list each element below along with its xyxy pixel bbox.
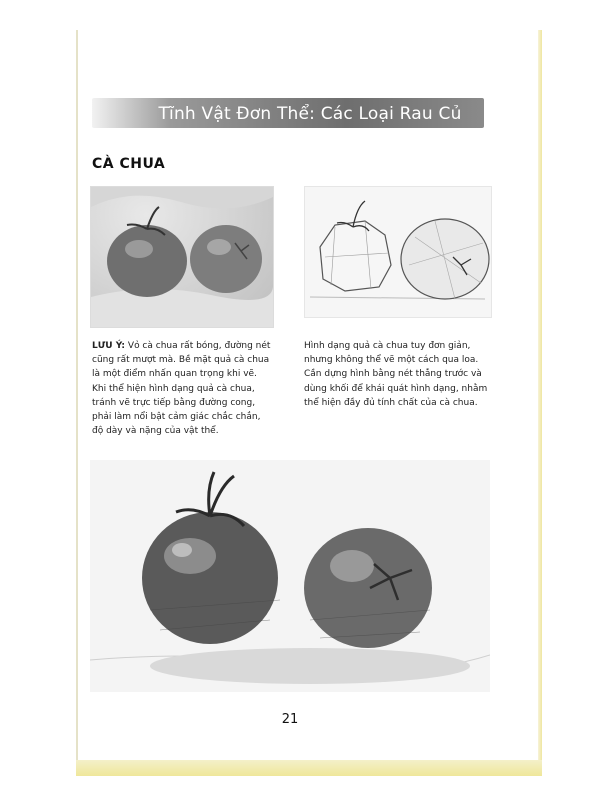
page-number: 21 <box>281 712 299 727</box>
tomato-photo <box>90 186 274 328</box>
note-left-text: Vỏ cà chua rất bóng, đường nét cũng rất mượt mà. Bề mặt quả cà chua là một điểm nhấn quan trọng khi vẽ. Khi thể hiện hình dạng quả cà chua, tránh vẽ trực tiếp bằng đường cong, phải làm nổi bật cảm giác chắc chắn, độ dày và nặng của vật thể. <box>92 341 271 437</box>
tomato-drawing-illustration <box>90 460 490 692</box>
tomato-photo-illustration <box>91 187 273 327</box>
note-right: Hình dạng quả cà chua tuy đơn giản, nhưng không thể vẽ một cách qua loa. Cần dựng hình bằng nét thẳng trước và dùng khối để khái quát hình dạng, nhằm thể hiện đầy đủ tính chất của cà chua. <box>304 341 488 408</box>
page-spine <box>76 30 78 762</box>
tomato-sketch <box>304 186 492 318</box>
note-left-label: LƯU Ý: <box>92 341 126 351</box>
section-title: CÀ CHUA <box>92 156 166 172</box>
tomato-drawing-large <box>90 460 490 692</box>
page-edge-right <box>538 30 542 770</box>
banner-title: Tĩnh Vật Đơn Thể: Các Loại Rau Củ <box>158 104 462 124</box>
note-left <box>92 339 272 438</box>
tomato-sketch-illustration <box>305 187 491 317</box>
page-edge-bottom <box>76 760 542 776</box>
